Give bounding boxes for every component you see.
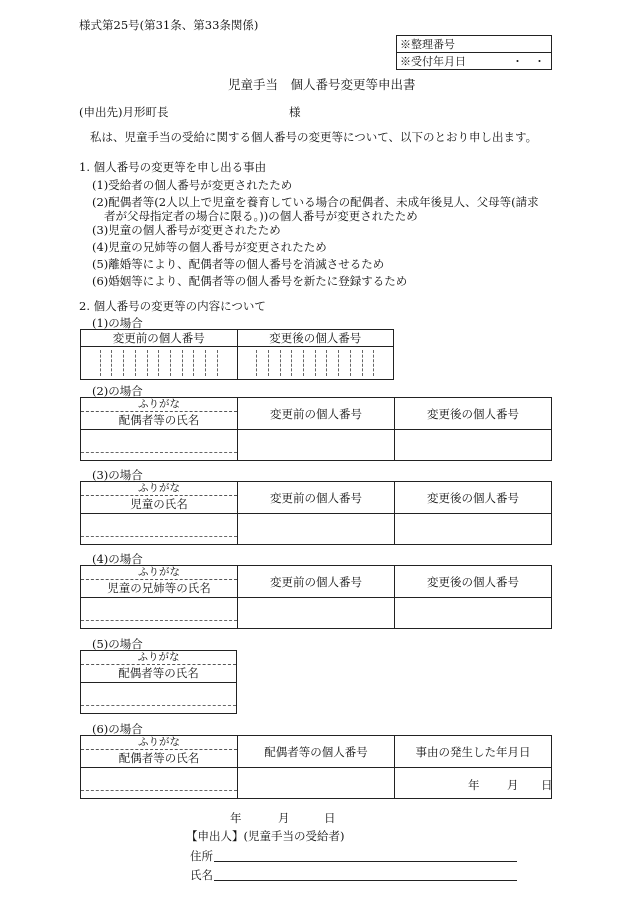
case2-label: (2)の場合 (92, 384, 143, 398)
case3-after-header: 変更後の個人番号 (395, 482, 552, 514)
case3-before-input[interactable] (238, 514, 395, 545)
footer-month: 月 (278, 811, 290, 825)
case3-after-input[interactable] (395, 514, 552, 545)
case5-furigana: ふりがな (81, 651, 236, 665)
name-field[interactable] (214, 880, 517, 881)
case1-after-header: 変更後の個人番号 (237, 330, 394, 347)
address-field[interactable] (214, 861, 517, 862)
case1-before-header: 変更前の個人番号 (81, 330, 238, 347)
case4-name-input[interactable] (81, 598, 238, 629)
case1-table (80, 329, 394, 380)
footer-day: 日 (324, 811, 336, 825)
case6-name-label: 配偶者等の氏名 (118, 751, 200, 765)
case6-name-input[interactable] (81, 768, 238, 799)
office-use-box (396, 35, 552, 70)
case6-month: 月 (507, 778, 519, 792)
address-label: 住所 (190, 849, 213, 863)
form-number: 様式第25号(第31条、第33条関係) (79, 18, 259, 32)
case2-after-input[interactable] (395, 430, 552, 461)
case6-furigana: ふりがな (81, 736, 237, 750)
case4-table (80, 565, 552, 629)
case2-before-header: 変更前の個人番号 (238, 398, 395, 430)
reason-2-cont: 者が父母指定者の場合に限る。))の個人番号が変更されたため (104, 209, 418, 223)
seiri-label: ※整理番号 (397, 36, 552, 53)
case5-name-label: 配偶者等の氏名 (118, 666, 199, 680)
reason-5: (5)離婚等により、配偶者等の個人番号を消滅させるため (92, 257, 385, 271)
case3-label: (3)の場合 (92, 468, 143, 482)
case6-date-header: 事由の発生した年月日 (395, 736, 552, 768)
addressee-sama: 様 (289, 105, 301, 119)
case3-before-header: 変更前の個人番号 (238, 482, 395, 514)
document-title: 児童手当 個人番号変更等申出書 (228, 77, 416, 92)
case5-table (80, 650, 237, 714)
case3-name-label: 児童の氏名 (130, 497, 188, 511)
footer-year: 年 (230, 811, 242, 825)
uketsuke-label: ※受付年月日 (400, 55, 466, 68)
case6-table (80, 735, 552, 799)
case2-name-label: 配偶者等の氏名 (118, 413, 200, 427)
name-label: 氏名 (190, 868, 213, 882)
case4-label: (4)の場合 (92, 552, 143, 566)
applicant-label: 【申出人】(児童手当の受給者) (186, 829, 345, 843)
case6-day: 日 (541, 778, 553, 792)
case4-after-header: 変更後の個人番号 (395, 566, 552, 598)
case2-name-input[interactable] (81, 430, 238, 461)
addressee: (申出先)月形町長 (79, 105, 169, 119)
date-dots: ・ ・ (512, 55, 545, 68)
section2-heading: 2. 個人番号の変更等の内容について (79, 299, 266, 313)
case2-after-header: 変更後の個人番号 (395, 398, 552, 430)
case4-before-input[interactable] (238, 598, 395, 629)
reason-6: (6)婚姻等により、配偶者等の個人番号を新たに登録するため (92, 274, 408, 288)
case3-name-input[interactable] (81, 514, 238, 545)
case5-name-header (81, 651, 237, 683)
case6-date-input[interactable] (395, 768, 552, 799)
case3-name-header (81, 482, 238, 514)
case4-name-header (81, 566, 238, 598)
reason-1: (1)受給者の個人番号が変更されたため (92, 178, 293, 192)
section1-heading: 1. 個人番号の変更等を申し出る事由 (79, 160, 267, 174)
case2-name-header (81, 398, 238, 430)
case5-name-input[interactable] (81, 683, 237, 714)
uketsuke-cell (397, 53, 552, 70)
case2-before-input[interactable] (238, 430, 395, 461)
case6-number-input[interactable] (238, 768, 395, 799)
case3-furigana: ふりがな (81, 482, 237, 496)
reason-3: (3)児童の個人番号が変更されたため (92, 223, 281, 237)
case6-name-header (81, 736, 238, 768)
case5-label: (5)の場合 (92, 637, 143, 651)
case3-table (80, 481, 552, 545)
reason-2: (2)配偶者等(2人以上で児童を養育している場合の配偶者、未成年後見人、父母等(請求 (92, 195, 539, 209)
case1-label: (1)の場合 (92, 316, 143, 330)
case2-furigana: ふりがな (81, 398, 237, 412)
case4-name-label: 児童の兄姉等の氏名 (107, 581, 211, 595)
case1-before-input[interactable] (81, 347, 238, 380)
case4-furigana: ふりがな (81, 566, 237, 580)
case2-table (80, 397, 552, 461)
intro-text: 私は、児童手当の受給に関する個人番号の変更等について、以下のとおり申し出ます。 (90, 130, 538, 144)
case6-label: (6)の場合 (92, 722, 143, 736)
case4-after-input[interactable] (395, 598, 552, 629)
case1-after-input[interactable] (237, 347, 394, 380)
case4-before-header: 変更前の個人番号 (238, 566, 395, 598)
reason-4: (4)児童の兄姉等の個人番号が変更されたため (92, 240, 327, 254)
case6-number-header: 配偶者等の個人番号 (238, 736, 395, 768)
case6-year: 年 (468, 778, 480, 792)
